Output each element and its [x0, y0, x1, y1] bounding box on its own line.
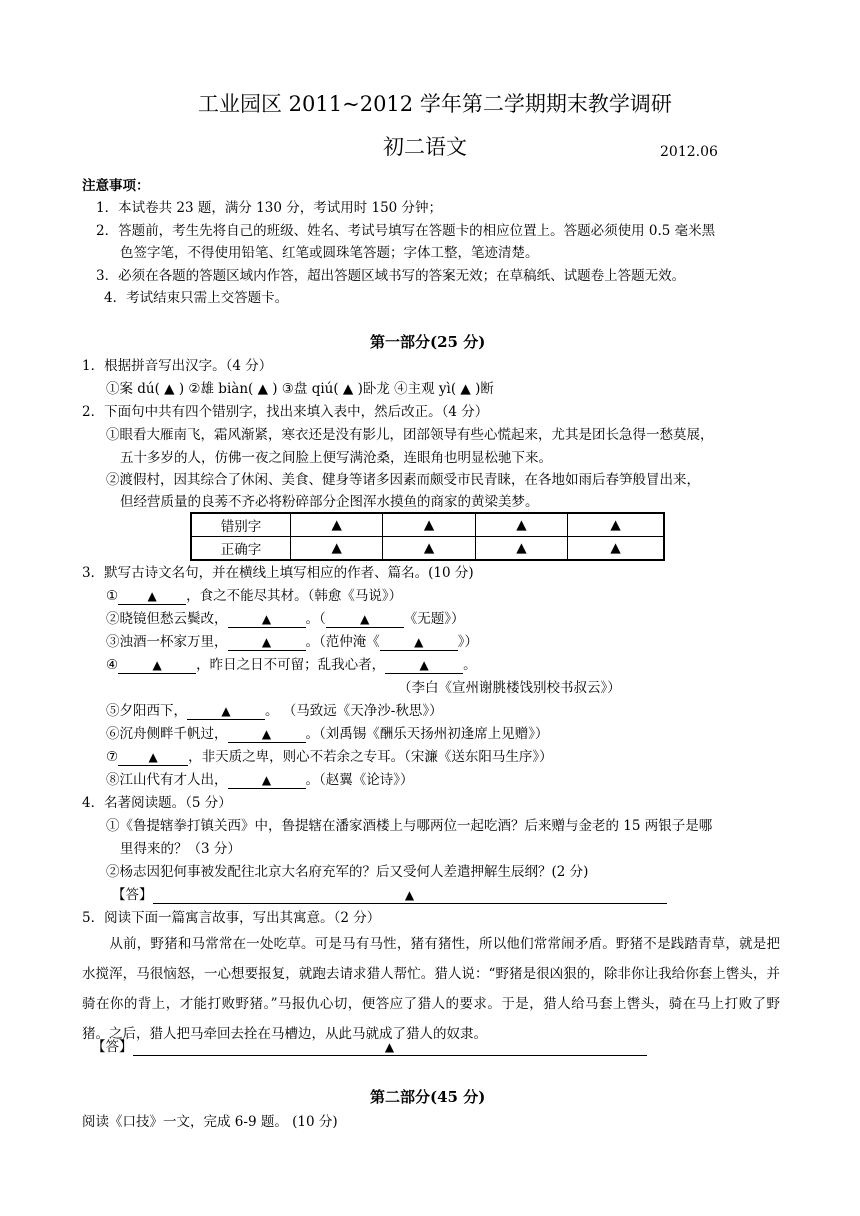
q4-item-2: ②杨志因犯何事被发配往北京大名府充军的？后又受何人差遣押解生辰纲？(2 分) — [106, 864, 589, 880]
notice-heading: 注意事项： — [82, 178, 150, 194]
notice-item-3: 3．必须在各题的答题区域内作答，超出答题区域书写的答案无效；在草稿纸、试题卷上答题无效。 — [96, 268, 686, 284]
answer-blank[interactable]: ▲ — [228, 634, 306, 651]
answer-cell[interactable]: ▲ — [568, 537, 664, 561]
notice-item-2-cont: 色签字笔，不得使用铅笔、红笔或圆珠笔答题；字体工整，笔迹清楚。 — [120, 245, 539, 261]
exam-date: 2012.06 — [660, 144, 718, 160]
answer-blank[interactable]: ▲ — [118, 588, 186, 605]
notice-item-2: 2．答题前，考生先将自己的班级、姓名、考试号填写在答题卡的相应位置上。答题必须使用 0.5 毫米黑 — [96, 223, 716, 239]
q4-item-1a: ①《鲁提辖拳打镇关西》中，鲁提辖在潘家酒楼上与哪两位一起吃酒？后来赠与金老的 15 两银子是哪 — [106, 818, 713, 834]
answer-blank[interactable]: ▲ — [118, 749, 188, 766]
answer-blank[interactable]: ▲ — [385, 657, 463, 674]
q2-sentence-1a: ①眼看大雁南飞，霜风渐紧，寒衣还是没有影儿，团部领导有些心慌起来，尤其是团长急得一愁莫展， — [106, 427, 714, 443]
q4-answer-row: 【答】 ▲ — [112, 885, 667, 905]
answer-cell[interactable]: ▲ — [291, 537, 383, 561]
q3-item-3: ③浊酒一杯家万里， ▲ 。（范仲淹《 ▲ 》） — [106, 634, 478, 650]
q3-item-7: ⑦ ▲ ，非天质之卑，则心不若余之专耳。（宋濂《送东阳马生序》） — [106, 749, 553, 765]
answer-cell[interactable]: ▲ — [383, 513, 475, 537]
q5-answer-row: 【答】 ▲ — [92, 1037, 647, 1057]
table-row — [191, 513, 664, 537]
q4-item-1b: 里得来的？（3 分） — [120, 841, 241, 857]
answer-cell[interactable]: ▲ — [291, 513, 383, 537]
q3-item-2: ②晓镜但愁云鬓改， ▲ 。（ ▲ 《无题》） — [106, 611, 465, 627]
q3-stem: 3．默写古诗文名句，并在横线上填写相应的作者、篇名。(10 分) — [82, 565, 474, 581]
exam-title: 工业园区 2011~2012 学年第二学期期末教学调研 — [198, 92, 672, 116]
error-correction-table — [190, 512, 665, 561]
q3-item-1: ① ▲ ，食之不能尽其材。（韩愈《马说》） — [106, 588, 403, 604]
answer-blank[interactable]: ▲ — [228, 772, 306, 789]
q2-sentence-1b: 五十多岁的人，仿佛一夜之间脸上便写满沧桑，连眼角也明显松驰下来。 — [120, 450, 552, 466]
q2-sentence-2a: ②渡假村，因其综合了休闲、美食、健身等诸多因素而颇受市民青睐，在各地如雨后春笋般冒出来， — [106, 472, 700, 488]
answer-cell[interactable]: ▲ — [475, 513, 567, 537]
q4-answer-line[interactable]: ▲ — [153, 887, 667, 904]
table-row — [191, 537, 664, 561]
q5-stem: 5．阅读下面一篇寓言故事，写出其寓意。（2 分） — [82, 910, 381, 926]
q1-stem: 1．根据拼音写出汉字。（4 分） — [82, 358, 273, 374]
answer-blank[interactable]: ▲ — [228, 611, 306, 628]
exam-subject: 初二语文 — [383, 135, 467, 159]
q5-passage: 从前，野猪和马常常在一处吃草。可是马有马性，猪有猪性，所以他们常常闹矛盾。野猪不是践踏青草，就是把水搅浑，马很恼怒，一心想要报复，就跑去请求猎人帮忙。猎人说：“野猪是很凶狠的，除非你让我给你套上辔头，并骑在你的背上，才能打败野猪。”马报仇心切，便答应了猎人的要求。于是，猎人给马套上辔头，骑在马上打败了野猪。之后，猎人把马牵回去拴在马槽边，从此马就成了猎人的奴隶。 — [82, 936, 780, 1042]
answer-blank[interactable]: ▲ — [380, 634, 458, 651]
q3-item-6: ⑥沉舟侧畔千帆过， ▲ 。（刘禹锡《酬乐天扬州初逢席上见赠》） — [106, 726, 549, 742]
q4-stem: 4．名著阅读题。（5 分） — [82, 795, 232, 811]
q3-item-5: ⑤夕阳西下， ▲ 。 （马致远《天净沙-秋思》） — [106, 703, 443, 719]
q2-sentence-2b: 但经营质量的良莠不齐必将粉碎部分企图浑水摸鱼的商家的黄梁美梦。 — [120, 494, 539, 510]
part-two-instruction: 阅读《口技》一文，完成 6-9 题。 (10 分) — [82, 1114, 338, 1130]
part-one-heading: 第一部分(25 分) — [370, 333, 486, 351]
answer-blank[interactable]: ▲ — [228, 726, 306, 743]
notice-item-4: 4．考试结束只需上交答题卡。 — [104, 290, 289, 306]
part-two-heading: 第二部分(45 分) — [370, 1088, 486, 1106]
q3-item-4: ④ ▲ ，昨日之日不可留；乱我心者， ▲ 。 — [106, 657, 477, 673]
q1-items: ①案 dú( ▲ ) ②雄 biàn( ▲ ) ③盘 qiú( ▲ )卧龙 ④主观 yì( ▲ )断 — [106, 381, 494, 397]
answer-cell[interactable]: ▲ — [568, 513, 664, 537]
answer-blank[interactable]: ▲ — [118, 657, 196, 674]
q3-item-8: ⑧江山代有才人出， ▲ 。（赵翼《论诗》） — [106, 772, 414, 788]
answer-cell[interactable]: ▲ — [475, 537, 567, 561]
q5-answer-line[interactable]: ▲ — [133, 1039, 647, 1056]
answer-blank[interactable]: ▲ — [326, 611, 404, 628]
answer-cell[interactable]: ▲ — [383, 537, 475, 561]
q2-stem: 2．下面句中共有四个错别字，找出来填入表中，然后改正。（4 分） — [82, 404, 489, 420]
table-row-header: 错别字 — [191, 513, 291, 537]
table-row-header: 正确字 — [191, 537, 291, 561]
notice-item-1: 1．本试卷共 23 题，满分 130 分，考试用时 150 分钟； — [96, 200, 443, 216]
q3-item-4-source: （李白《宣州谢朓楼饯别校书叔云》） — [398, 680, 621, 696]
answer-blank[interactable]: ▲ — [187, 703, 265, 720]
